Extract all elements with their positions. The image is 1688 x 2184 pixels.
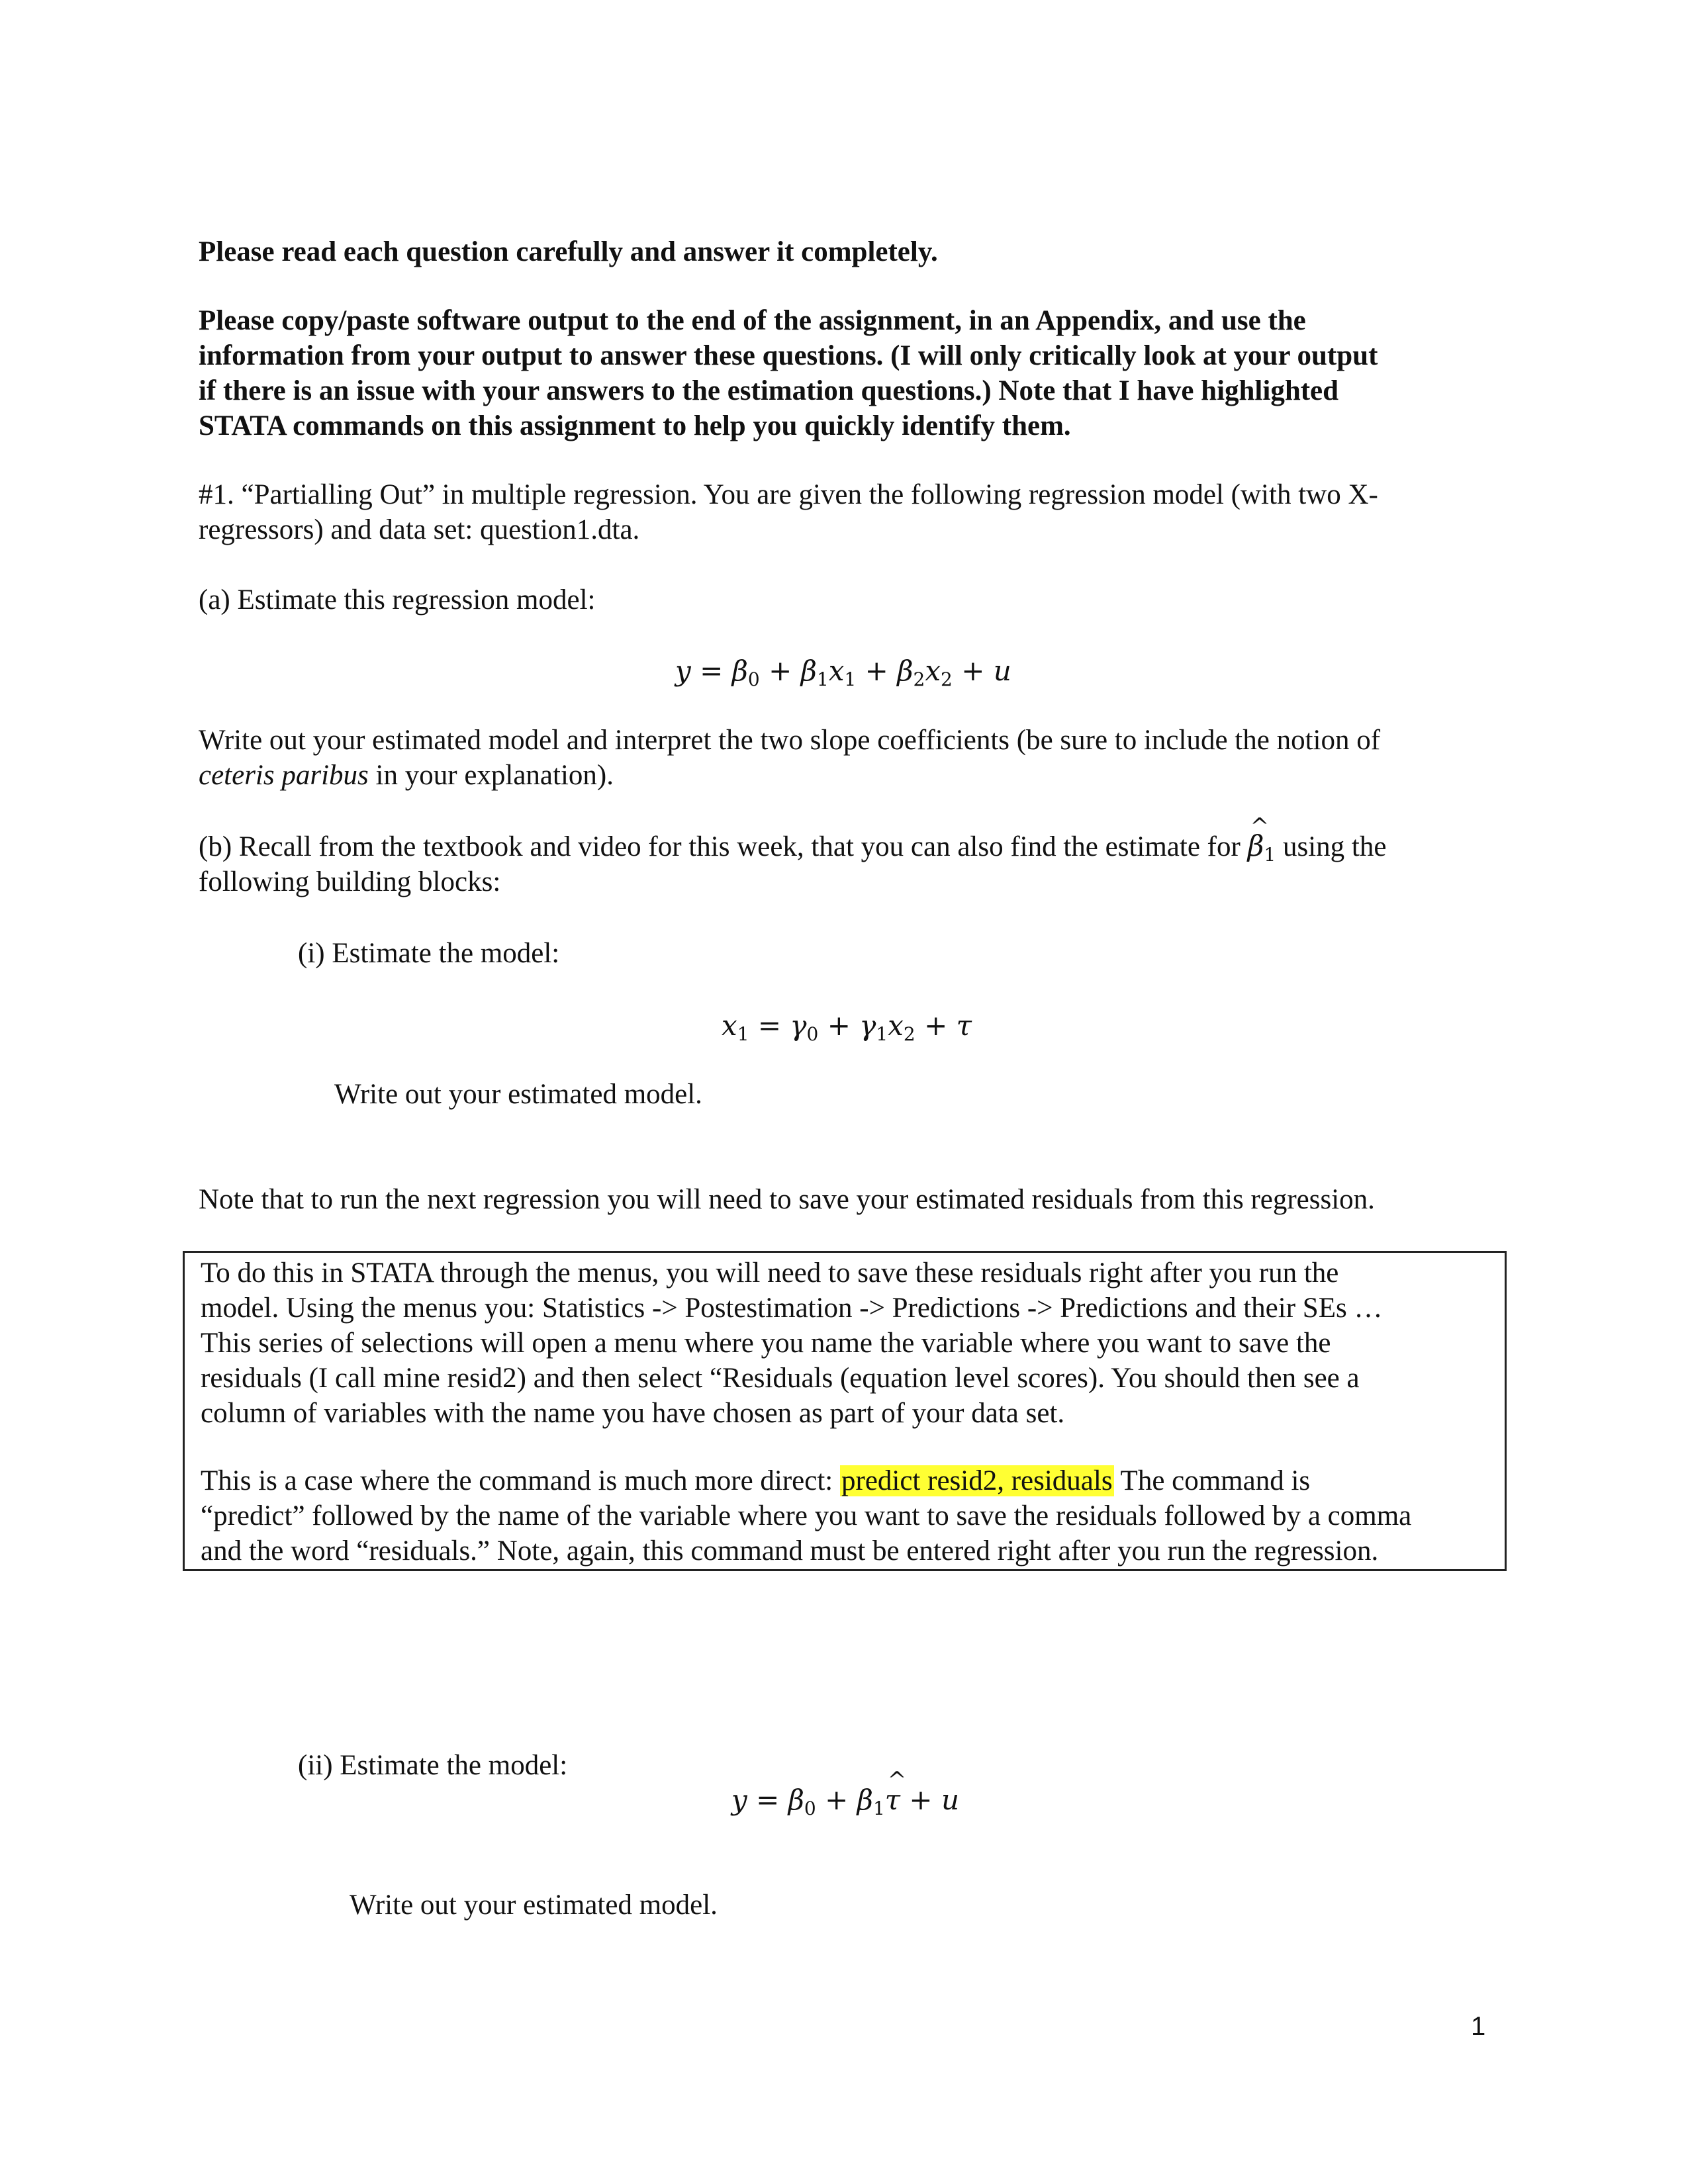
part-b-ii-instruction: Write out your estimated model. bbox=[350, 1889, 718, 1921]
stata-instructions-box bbox=[183, 1251, 1507, 1571]
stata-command-highlight: predict resid2, residuals bbox=[841, 1465, 1113, 1496]
part-b-i-instruction: Write out your estimated model. bbox=[334, 1079, 702, 1110]
beta1-hat-symbol: β $\^{}_1$ bbox=[1248, 830, 1276, 863]
equation-residual-regression: $y = \beta_0 + \beta_1\tau$ ^ + u bbox=[731, 1780, 959, 1820]
part-b-i-label: (i) Estimate the model: bbox=[298, 938, 560, 969]
question-1-intro: #1. “Partialling Out” in multiple regression. You are given the following regression model (with two X- regressors) and data set: question1.dta. bbox=[199, 479, 1378, 545]
instructions-heading: Please read each question carefully and answer it completely. bbox=[199, 236, 938, 267]
page-number: 1 bbox=[1471, 2012, 1486, 2041]
part-b-text: (b) Recall from the textbook and video for this week, that you can also find the estimate for β $\^{}_1$ using the following building blocks: bbox=[199, 829, 1496, 899]
stata-command-instructions: This is a case where the command is much more direct: predict resid2, residuals The command is “predict” followed by the name of the variable where you want to save the residuals followed by a comma and the word “residuals.” Note, again, this command must be entered right after you run the regression. bbox=[201, 1465, 1412, 1567]
ceteris-paribus-term: ceteris paribus bbox=[199, 760, 369, 791]
instructions-paragraph: Please copy/paste software output to the end of the assignment, in an Appendix, and use the information from your output to answer these questions. (I will only critically look at your output if there is an issue with your answers to the estimation questions.) Note that I have highlighted STATA commands on this assignment to help you quickly identify them. bbox=[199, 305, 1378, 441]
equation-main-regression: $y = \beta_0 + \beta_1x_1 + \beta_2x_2 + u$ bbox=[675, 655, 1011, 690]
part-a-instruction: Write out your estimated model and interpret the two slope coefficients (be sure to include the notion of ceteris paribus in your explanation). bbox=[199, 725, 1381, 791]
residuals-note: Note that to run the next regression you will need to save your estimated residuals from this regression. bbox=[199, 1184, 1375, 1215]
stata-menu-instructions: To do this in STATA through the menus, you will need to save these residuals right after you run the model. Using the menus you: Statistics -> Postestimation -> Predictions -> Predictions and their SEs … This series of selections will open a menu where you name the variable where you want to save the residuals (I call mine resid2) and then select “Residuals (equation level scores). You should then see a column of variables with the name you have chosen as part of your data set. bbox=[201, 1257, 1383, 1429]
part-b-ii-label: (ii) Estimate the model: bbox=[298, 1750, 568, 1781]
part-a-label: (a) Estimate this regression model: bbox=[199, 584, 596, 615]
equation-auxiliary-regression: $x_1 = \gamma_0 + \gamma_1x_2 + \tau$ bbox=[722, 1009, 972, 1045]
